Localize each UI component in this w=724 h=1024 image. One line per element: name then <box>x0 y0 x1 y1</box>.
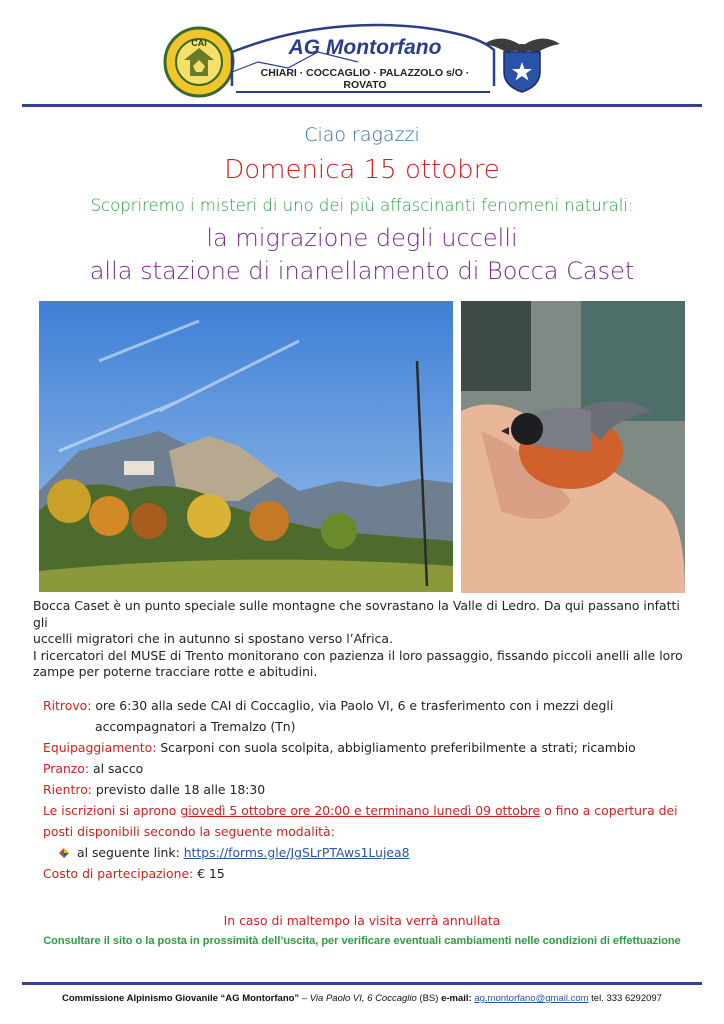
ritrovo-label: Ritrovo: <box>43 698 92 713</box>
iscrizioni-text-end: o fino a copertura dei <box>540 803 678 818</box>
footer <box>0 993 724 1004</box>
costo-label: Costo di partecipazione: <box>43 866 194 881</box>
svg-text:CAI: CAI <box>191 38 207 48</box>
letterhead <box>0 0 724 110</box>
banner-title: AG Montorfano <box>288 36 442 59</box>
landscape-photo <box>39 301 453 592</box>
greeting: Ciao ragazzi <box>304 124 420 146</box>
link-prefix: al seguente link: <box>77 845 184 860</box>
iscrizioni-row <box>43 800 693 821</box>
footer-province: (BS) <box>416 993 442 1004</box>
intro-paragraph <box>33 598 695 681</box>
colorful-bullet-icon <box>57 848 71 858</box>
alpinismo-giovanile-logo <box>478 22 566 94</box>
pranzo-value: al sacco <box>89 761 144 776</box>
place-title: alla stazione di inanellamento di Bocca Caset <box>89 257 635 285</box>
cai-chiari-logo <box>160 26 238 98</box>
costo-row <box>43 863 693 884</box>
intro-line: zampe per poterne tracciare rotte e abitudini. <box>33 664 318 679</box>
rientro-label: Rientro: <box>43 782 92 797</box>
footer-org: Commissione Alpinismo Giovanile “AG Montorfano” <box>62 993 300 1004</box>
costo-value: € 15 <box>193 866 225 881</box>
intro-line: I ricercatori del MUSE di Trento monitorano con pazienza il loro passaggio, fissando piccoli anelli alle loro <box>33 647 683 663</box>
equipaggiamento-label: Equipaggiamento: <box>43 740 157 755</box>
event-date: Domenica 15 ottobre <box>224 155 500 185</box>
iscrizioni-text: Le iscrizioni si aprono <box>43 803 181 818</box>
check-updates-note: Consultare il sito o la posta in prossimità dell’uscita, per verificare eventuali cambiamenti nelle condizioni di effettuazione <box>43 935 681 947</box>
ritrovo-row <box>43 695 693 716</box>
footer-address: Via Paolo VI, 6 Coccaglio <box>309 993 417 1004</box>
equipaggiamento-row <box>43 737 693 758</box>
footer-email-link[interactable]: ag.montorfano@gmail.com <box>474 993 589 1004</box>
footer-email-label: e-mail: <box>441 993 475 1004</box>
footer-separator: – <box>299 993 310 1004</box>
intro-line: uccelli migratori che in autunno si spostano verso l’Africa. <box>33 631 393 646</box>
ritrovo-value: ore 6:30 alla sede CAI di Coccaglio, via Paolo VI, 6 e trasferimento con i mezzi degli <box>91 698 614 713</box>
pranzo-row <box>43 758 693 779</box>
rientro-row <box>43 779 693 800</box>
top-divider <box>22 104 702 107</box>
footer-phone: tel. 333 6292097 <box>588 993 662 1004</box>
intro-line: Bocca Caset è un punto speciale sulle montagne che sovrastano la Valle di Ledro. Da qui passano infatti gli <box>33 598 680 630</box>
equipaggiamento-value: Scarponi con suola scolpita, abbigliamento preferibilmente a strati; ricambio <box>156 740 636 755</box>
ritrovo-continuation: accompagnatori a Tremalzo (Tn) <box>95 719 296 734</box>
topic-title: la migrazione degli uccelli <box>206 224 518 252</box>
bad-weather-note: In caso di maltempo la visita verrà annullata <box>223 913 501 928</box>
registration-link[interactable]: https://forms.gle/JgSLrPTAws1Lujea8 <box>183 845 410 860</box>
rientro-value: previsto dalle 18 alle 18:30 <box>91 782 266 797</box>
pranzo-label: Pranzo: <box>43 761 90 776</box>
discover-line: Scopriremo i misteri di uno dei più affascinanti fenomeni naturali: <box>90 196 634 215</box>
bottom-divider <box>22 982 702 985</box>
iscrizioni-continuation: posti disponibili secondo la seguente modalità: <box>43 824 335 839</box>
banner-subtitle: CHIARI · COCCAGLIO · PALAZZOLO s/O · ROVATO <box>260 67 470 91</box>
iscrizioni-dates: giovedì 5 ottobre ore 20:00 e terminano lunedì 09 ottobre <box>180 803 541 818</box>
link-row <box>43 842 693 863</box>
event-details <box>43 695 693 884</box>
bullfinch-in-hand-photo <box>461 301 685 593</box>
